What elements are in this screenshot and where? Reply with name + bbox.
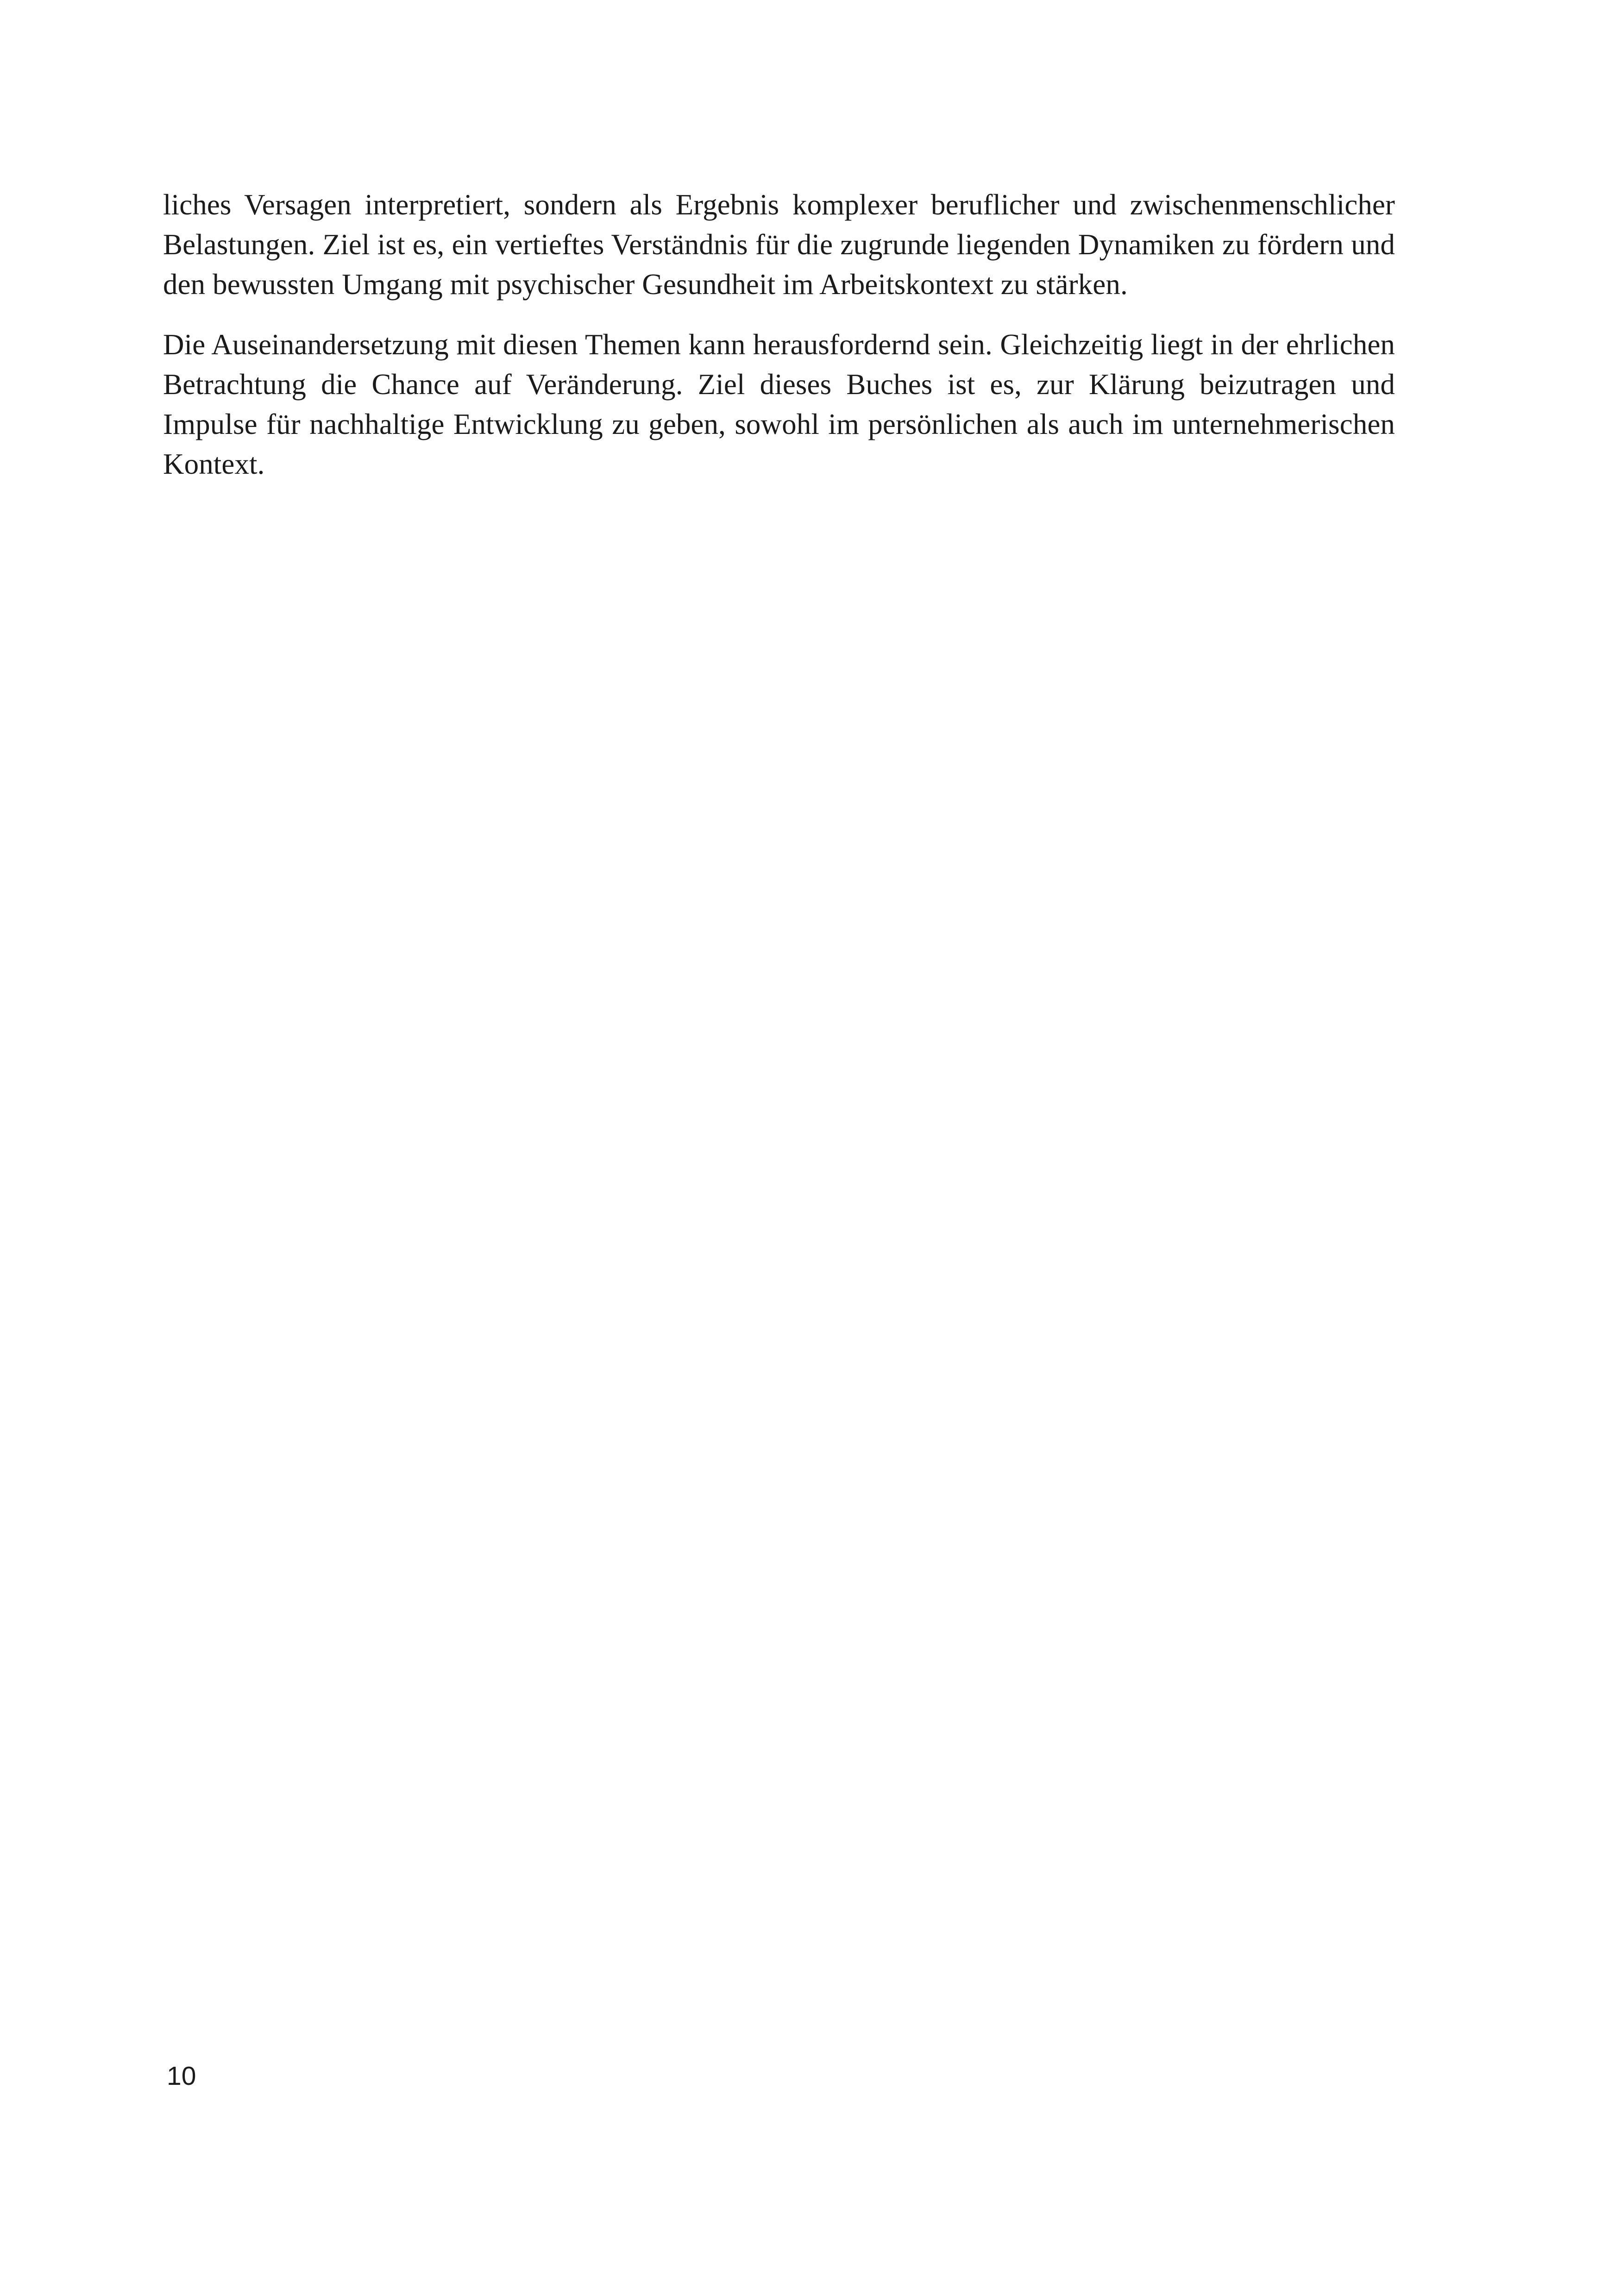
paragraph: Die Auseinandersetzung mit diesen Themen kann herausfordernd sein. Gleichzeitig liegt in der ehrlichen Betrachtung die Chance auf Veränderung. Ziel dieses Buches ist es, zur Klärung beizutragen und Impulse für nachhaltige Entwicklung zu geben, sowohl im persönlichen als auch im unternehmerischen Kontext. [163,328,1395,480]
paragraph: liches Versagen interpretiert, sondern als Ergebnis komplexer beruflicher und zwischenmenschlicher Belastungen. Ziel ist es, ein vertieftes Verständnis für die zugrunde liegenden Dynamiken zu fördern und den bewussten Umgang mit psychischer Gesundheit im Arbeitskontext zu stärken. [163,188,1395,301]
body-text [163,185,1395,484]
page-number: 10 [167,2061,196,2091]
